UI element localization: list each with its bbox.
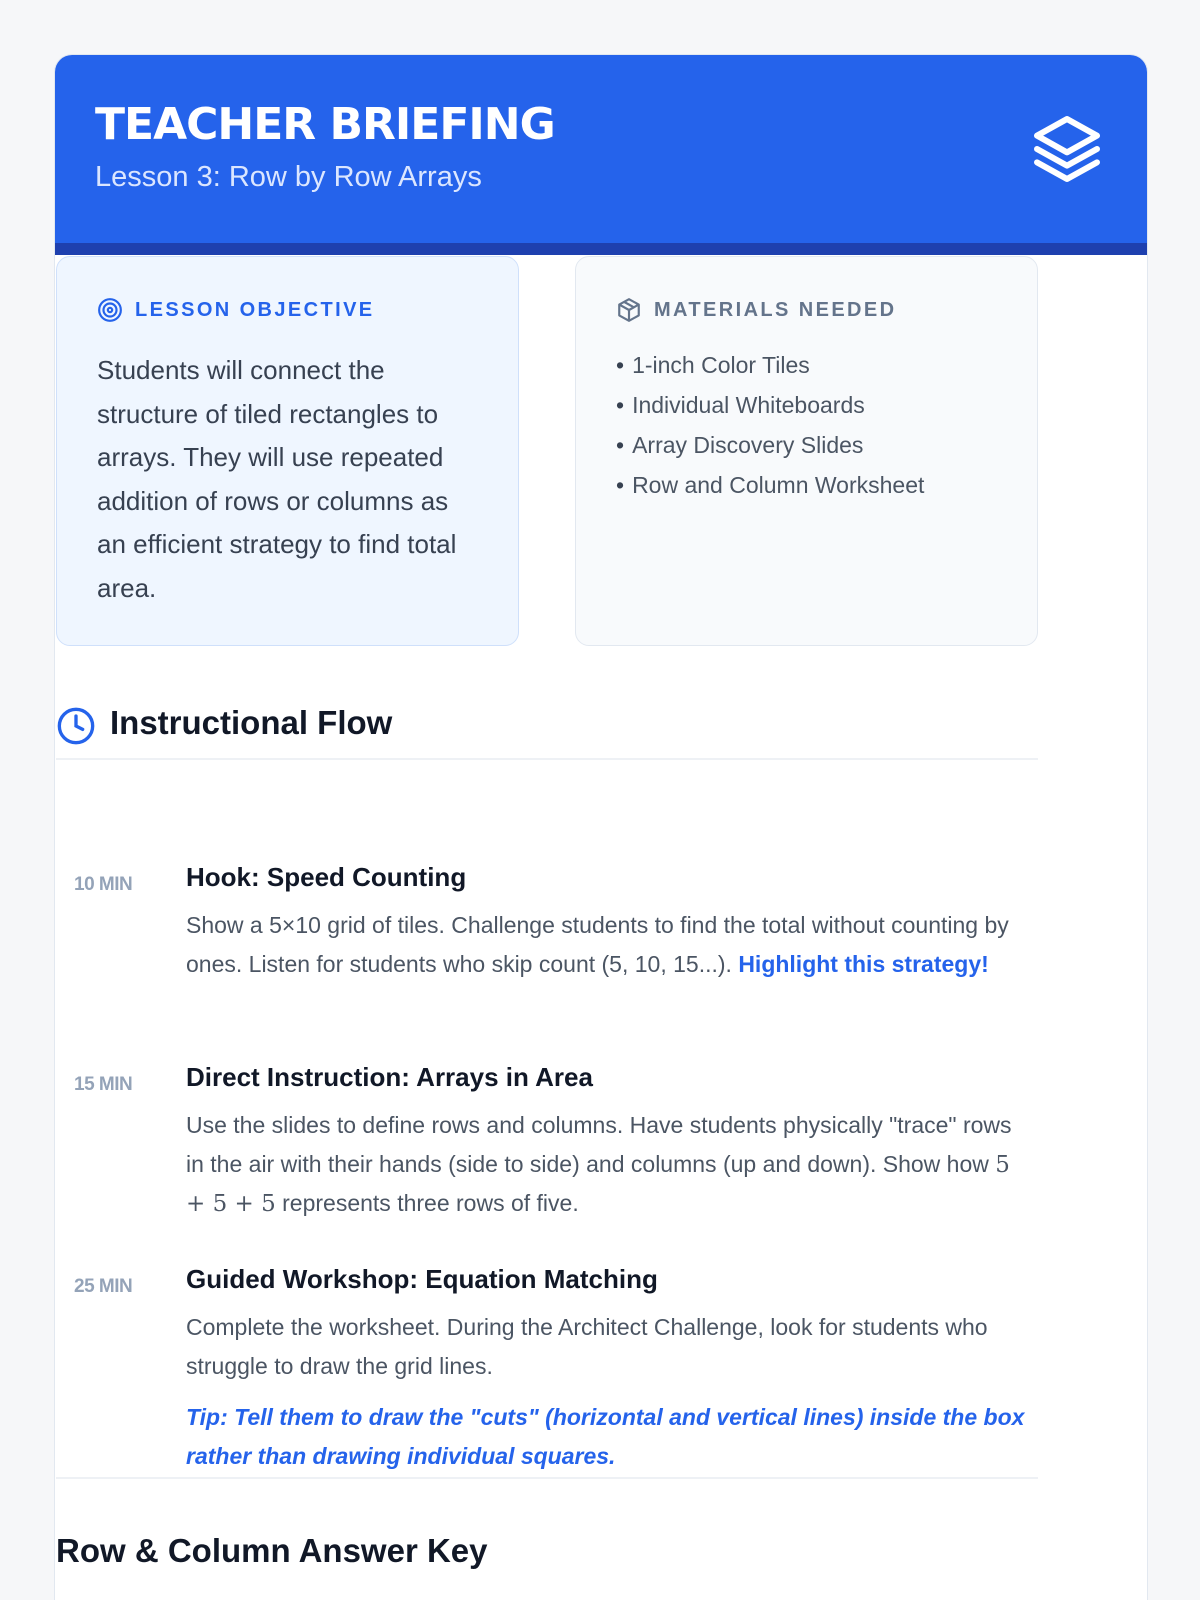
list-item: • Row and Column Worksheet [616,465,924,505]
step-description [186,1106,1026,1224]
objective-panel [56,256,519,646]
list-item: • Individual Whiteboards [616,385,924,425]
step-duration: 15 MIN [74,1074,133,1095]
section-title: Instructional Flow [110,704,393,741]
step-text: represents three rows of five. [282,1190,579,1216]
lesson-subtitle: Lesson 3: Row by Row Arrays [95,161,482,193]
step-description [186,906,1026,983]
math-expression: 5 + 5 + 5 [186,1151,1010,1217]
list-item: • 1-inch Color Tiles [616,345,924,385]
step-title: Guided Workshop: Equation Matching [186,1264,658,1294]
list-item: • Array Discovery Slides [616,425,924,465]
step-duration: 10 MIN [74,874,133,895]
summary-panels [56,256,1038,646]
target-icon [97,297,123,323]
step-text: Show a 5×10 grid of tiles. Challenge students to find the total without counting by ones. Listen for students who skip count (5, 10, 15...). [186,912,1009,977]
clock-icon [56,706,96,746]
materials-heading [616,297,896,323]
next-section-title: Row & Column Answer Key [56,1532,488,1569]
instructional-flow-heading [56,700,1038,760]
objective-text: Students will connect the structure of tiled rectangles to arrays. They will use repeated addition of rows or columns as an efficient strategy to find total area. [97,355,457,603]
objective-heading [97,297,375,323]
step-title: Hook: Speed Counting [186,862,467,892]
layers-icon [1027,109,1107,189]
header-banner [55,55,1147,255]
materials-label: MATERIALS NEEDED [654,298,897,321]
step-duration: 25 MIN [74,1276,133,1297]
materials-list [616,345,924,505]
step-text: Use the slides to define rows and columns. Have students physically "trace" rows in the air with their hands (side to side) and columns (up and down). Show how [186,1112,1012,1177]
strategy-highlight: Highlight this strategy! [738,950,989,977]
section-divider [56,1477,1038,1479]
box-icon [616,297,642,323]
materials-panel [575,256,1038,646]
step-description: Complete the worksheet. During the Architect Challenge, look for students who struggle to draw the grid lines. [186,1314,988,1379]
step-title: Direct Instruction: Arrays in Area [186,1062,593,1092]
objective-label: LESSON OBJECTIVE [135,298,375,321]
teacher-tip: Tip: Tell them to draw the "cuts" (horizontal and vertical lines) inside the box rather than drawing individual squares. [186,1404,1025,1469]
page-title: TEACHER BRIEFING [95,99,555,150]
